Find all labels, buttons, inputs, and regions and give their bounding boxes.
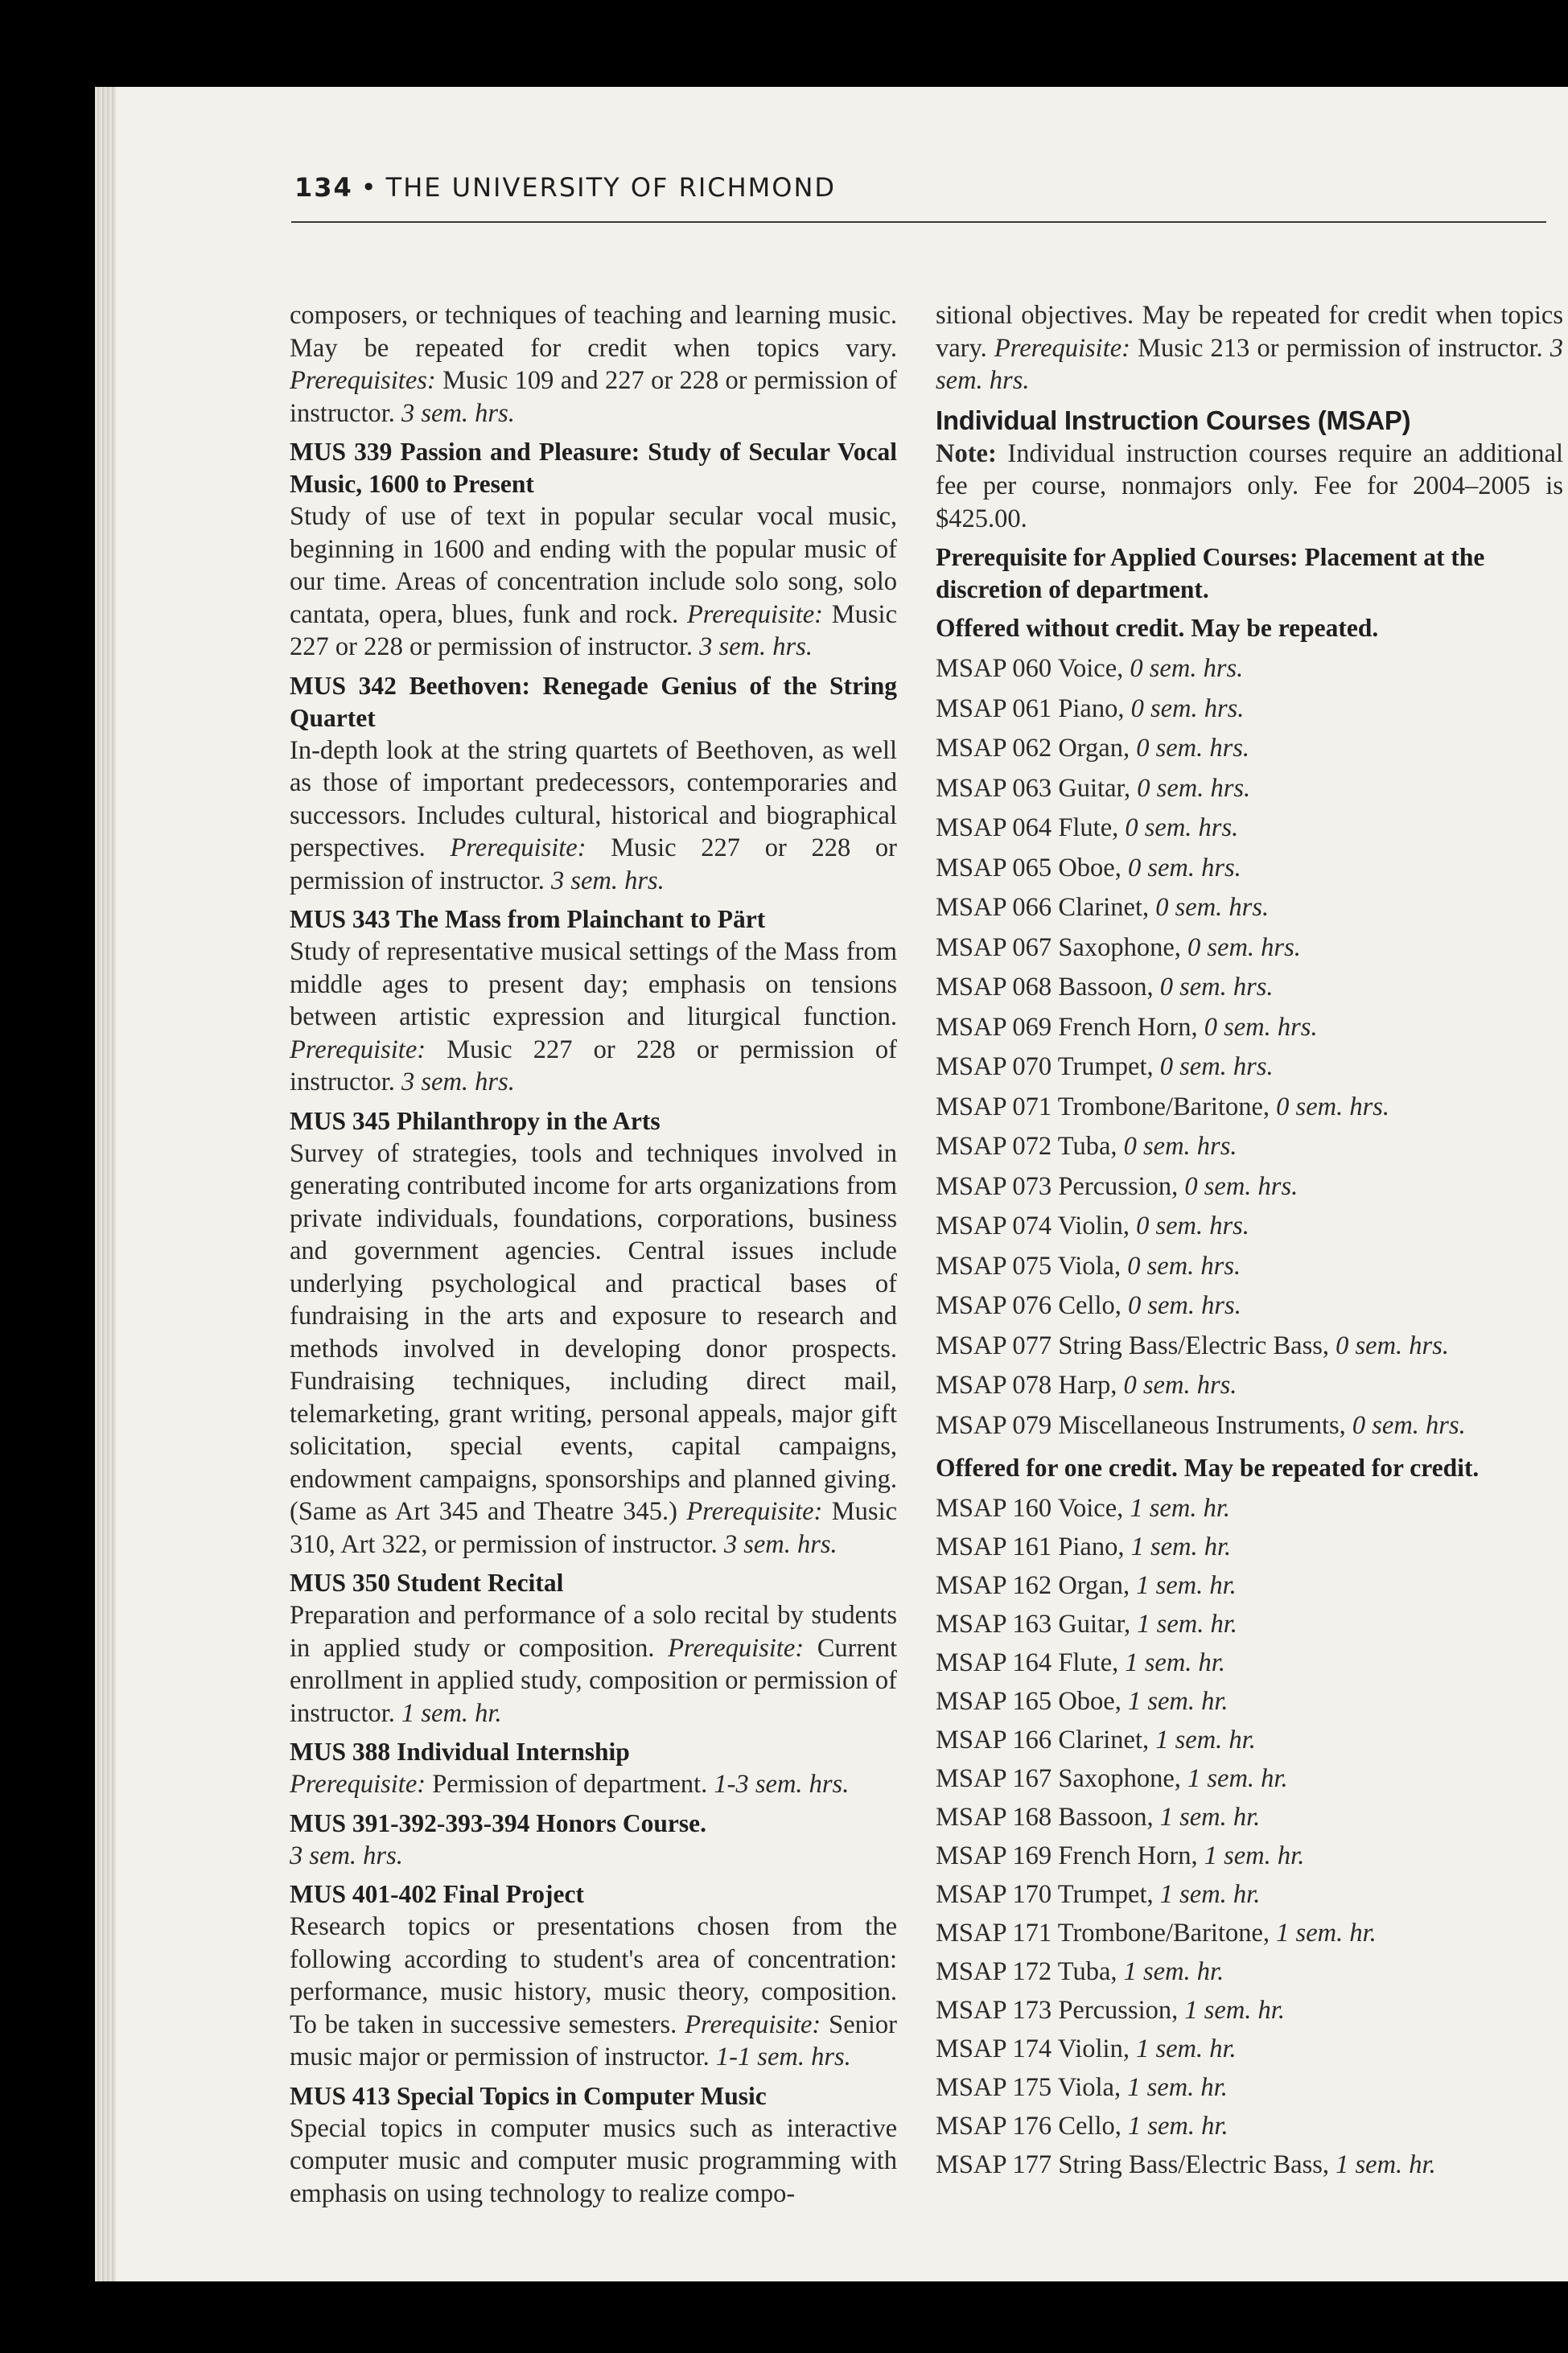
course-entry [290, 903, 897, 1099]
course-entry [290, 1878, 897, 2074]
continued-entry [290, 299, 897, 430]
credit-hours: 3 sem. hrs. [699, 632, 813, 661]
course-name: Cello, [1058, 2112, 1121, 2141]
course-name: Tuba, [1057, 1132, 1117, 1161]
course-code: MSAP 071 [936, 1092, 1052, 1121]
credit-hours: 0 sem. hrs. [1352, 1410, 1466, 1440]
credit-hours: 1 sem. hr. [1127, 2073, 1228, 2102]
credit-hours: 1 sem. hr. [1155, 1726, 1256, 1754]
course-title: MUS 343 The Mass from Plainchant to Pärt [290, 905, 766, 933]
entry-body [290, 1137, 897, 1561]
list-item [936, 729, 1563, 769]
course-name: Trombone/Baritone, [1057, 1092, 1270, 1121]
list-item [936, 968, 1563, 1008]
course-code: MSAP 067 [936, 932, 1052, 962]
course-code: MSAP 174 [936, 2034, 1052, 2063]
note-paragraph [936, 438, 1563, 536]
course-name: French Horn, [1058, 1012, 1198, 1042]
prereq-text: Senior music major or permission of instructor. [290, 2010, 897, 2071]
list-item [936, 1875, 1563, 1914]
course-name: Viola, [1057, 2073, 1121, 2102]
course-entry [290, 670, 897, 898]
list-item [936, 1566, 1563, 1605]
course-code: MSAP 069 [936, 1012, 1052, 1042]
course-name: Voice, [1057, 1494, 1124, 1523]
course-code: MSAP 075 [936, 1251, 1052, 1281]
course-name: Organ, [1058, 1571, 1130, 1600]
course-name: Miscellaneous Instruments, [1058, 1410, 1346, 1440]
course-name: Organ, [1058, 734, 1130, 763]
prereq-label: Prerequisites: [290, 366, 436, 395]
credit-hours: 0 sem. hrs. [1137, 773, 1251, 803]
list-item [936, 928, 1563, 969]
course-name: Violin, [1057, 2034, 1130, 2063]
course-name: Saxophone, [1058, 1764, 1181, 1793]
credit-hours: 1 sem. hr. [1136, 1571, 1237, 1600]
course-entry [290, 2080, 897, 2211]
course-code: MSAP 060 [936, 654, 1052, 683]
course-name: Flute, [1058, 1648, 1119, 1677]
credit-hours: 1 sem. hr. [1127, 2112, 1228, 2141]
credit-hours: 1-3 sem. hrs. [714, 1770, 850, 1799]
prereq-text: Music 227 or 228 or permission of instructor. [290, 599, 897, 661]
list-item [936, 2068, 1563, 2107]
course-code: MSAP 168 [936, 1803, 1052, 1832]
credit-hours: 1 sem. hr. [1125, 1648, 1225, 1677]
list-item [936, 1167, 1563, 1207]
continued-entry [936, 299, 1563, 397]
credit-hours: 0 sem. hrs. [1136, 734, 1250, 763]
right-column [936, 299, 1563, 2184]
prereq-label: Prerequisite: [686, 599, 824, 629]
list-item [936, 1605, 1563, 1643]
course-entry [290, 1736, 897, 1801]
credit-hours: 1 sem. hr. [1130, 1532, 1232, 1561]
list-item [936, 1489, 1563, 1528]
list-item [936, 2107, 1563, 2145]
credit-hours: 3 sem. hrs. [936, 333, 1563, 395]
list-item [936, 1682, 1563, 1721]
credit-hours: 0 sem. hrs. [1136, 1211, 1249, 1240]
course-name: String Bass/Electric Bass, [1058, 1331, 1330, 1360]
group-one-heading: Offered for one credit. May be repeated for credit. [936, 1454, 1480, 1482]
course-code: MSAP 164 [936, 1648, 1052, 1677]
page-edge-stack [95, 87, 116, 2281]
list-item [936, 808, 1563, 849]
list-item [936, 1247, 1563, 1287]
course-code: MSAP 076 [936, 1291, 1052, 1320]
note-text: Individual instruction courses require an additional fee per course, nonmajors only. Fee for 2004–2005 is $425.00. [936, 438, 1563, 533]
list-item [936, 1914, 1563, 1952]
course-name: Tuba, [1057, 1957, 1117, 1986]
list-item [936, 1991, 1563, 2030]
section-heading: Individual Instruction Courses (MSAP) [936, 405, 1411, 435]
list-item [936, 849, 1563, 889]
page-header [294, 172, 836, 203]
list-item [936, 1286, 1563, 1327]
credit-hours: 1 sem. hr. [1276, 1919, 1377, 1948]
credit-hours: 1 sem. hr. [1187, 1764, 1288, 1793]
course-description: Survey of strategies, tools and techniques involved in generating contributed income for arts organizations from private individuals, foundations, corporations, business and government agencies. Central issues include underlying psychological and practical bases of fundraising in the arts and exposure to research and methods involved in developing donor prospects. Fundraising techniques, including direct mail, telemarketing, grant writing, personal appeals, major gift solicitation, special events, capital campaigns, endowment campaigns, sponsorships and planned giving. (Same as Art 345 and Theatre 345.) [290, 1138, 897, 1526]
list-item [936, 1207, 1563, 1247]
list-item [936, 2145, 1563, 2184]
note-label: Note: [936, 438, 997, 468]
course-code: MSAP 165 [936, 1687, 1052, 1716]
course-entry [290, 1105, 897, 1561]
course-name: Oboe, [1058, 1687, 1121, 1716]
course-name: French Horn, [1058, 1841, 1198, 1870]
entry-body [290, 1768, 897, 1801]
course-code: MSAP 070 [936, 1052, 1052, 1081]
course-code: MSAP 064 [936, 813, 1052, 842]
course-name: Piano, [1058, 1532, 1125, 1561]
list-item [936, 689, 1563, 730]
course-title: MUS 350 Student Recital [290, 1569, 564, 1597]
prereq-text: Permission of department. [432, 1770, 708, 1799]
credit-hours: 0 sem. hrs. [1127, 1251, 1241, 1281]
prereq-label: Prerequisite: [686, 1497, 823, 1526]
course-name: Bassoon, [1058, 1803, 1154, 1832]
group-zero-heading: Offered without credit. May be repeated. [936, 614, 1379, 642]
course-code: MSAP 177 [936, 2150, 1052, 2179]
prereq-text: Music 227 or 228 or permission of instructor. [290, 1035, 897, 1096]
credit-hours: 1 sem. hr. [1159, 1803, 1261, 1832]
course-description: Research topics or presentations chosen from the following according to student's area of concentration: performance, music history, music theory, composition. To be taken in successive semesters. [290, 1912, 897, 2039]
course-title: MUS 345 Philanthropy in the Arts [290, 1106, 661, 1135]
credit-hours: 1 sem. hr. [1136, 2034, 1237, 2063]
course-name: Saxophone, [1058, 932, 1181, 962]
header-separator: • [360, 172, 378, 203]
list-item [936, 1837, 1563, 1875]
course-title: MUS 339 Passion and Pleasure: Study of Secular Vocal Music, 1600 to Present [290, 438, 897, 498]
course-title: MUS 342 Beethoven: Renegade Genius of the String Quartet [290, 671, 897, 732]
prereq-label: Prerequisite: [290, 1035, 426, 1064]
course-name: Piano, [1058, 693, 1125, 723]
list-item [936, 1327, 1563, 1367]
list-item [936, 769, 1563, 809]
credit-hours: 0 sem. hrs. [1159, 973, 1274, 1002]
credit-hours: 3 sem. hrs. [401, 1067, 515, 1096]
credit-hours: 0 sem. hrs. [1184, 1171, 1298, 1201]
entry-description: sitional objectives. May be repeated for credit when topics vary. [936, 301, 1563, 363]
course-name: Voice, [1057, 654, 1124, 683]
list-item [936, 649, 1563, 689]
list-item [936, 1366, 1563, 1406]
course-code: MSAP 077 [936, 1331, 1052, 1360]
course-name: Cello, [1058, 1291, 1121, 1320]
course-code: MSAP 169 [936, 1841, 1052, 1870]
credit-hours: 1 sem. hr. [1184, 1996, 1285, 2025]
one-credit-course-list [936, 1489, 1563, 2184]
credit-hours: 1-1 sem. hrs. [715, 2042, 851, 2071]
entry-body [936, 299, 1563, 397]
credit-hours: 0 sem. hrs. [1130, 654, 1244, 683]
entry-description: composers, or techniques of teaching and learning music. May be repeated for credit when topics vary. [290, 301, 897, 363]
course-name: Trumpet, [1057, 1052, 1154, 1081]
course-code: MSAP 068 [936, 973, 1052, 1002]
list-item [936, 1643, 1563, 1682]
credit-hours: 1 sem. hr. [1130, 1494, 1230, 1523]
course-code: MSAP 063 [936, 773, 1052, 803]
course-code: MSAP 170 [936, 1880, 1052, 1909]
prereq-text: Current enrollment in applied study, composition or permission of instructor. [290, 1633, 897, 1728]
course-name: Guitar, [1058, 773, 1131, 803]
credit-hours: 0 sem. hrs. [1123, 1371, 1237, 1400]
credit-hours: 0 sem. hrs. [1125, 813, 1239, 842]
course-name: Flute, [1058, 813, 1119, 842]
course-code: MSAP 172 [936, 1957, 1052, 1986]
course-code: MSAP 176 [936, 2112, 1052, 2141]
credit-hours: 0 sem. hrs. [1187, 932, 1301, 962]
course-code: MSAP 061 [936, 693, 1052, 723]
credit-hours: 1 sem. hr. [1159, 1880, 1261, 1909]
list-item [936, 1406, 1563, 1446]
prereq-label: Prerequisite: [668, 1633, 805, 1663]
credit-hours: 0 sem. hrs. [1159, 1052, 1274, 1081]
course-code: MSAP 160 [936, 1494, 1052, 1523]
prereq-text: Music 310, Art 322, or permission of instructor. [290, 1497, 898, 1559]
course-name: Clarinet, [1058, 893, 1150, 922]
credit-hours: 3 sem. hrs. [290, 1841, 403, 1870]
course-entry [290, 436, 897, 664]
credit-hours: 3 sem. hrs. [401, 398, 515, 428]
credit-hours: 0 sem. hrs. [1335, 1331, 1449, 1360]
credit-hours: 1 sem. hr. [1137, 1610, 1237, 1639]
entry-body [290, 2112, 897, 2211]
zero-credit-course-list [936, 649, 1563, 1446]
entry-body [290, 1840, 897, 1873]
credit-hours: 0 sem. hrs. [1123, 1132, 1237, 1161]
course-code: MSAP 162 [936, 1571, 1052, 1600]
list-item [936, 1047, 1563, 1088]
course-title: MUS 388 Individual Internship [290, 1738, 630, 1766]
list-item [936, 1528, 1563, 1566]
credit-hours: 1 sem. hr. [1127, 1687, 1228, 1716]
entry-body [290, 936, 897, 1099]
list-item [936, 1721, 1563, 1759]
course-code: MSAP 175 [936, 2073, 1052, 2102]
header-rule [291, 221, 1546, 223]
course-title: MUS 401-402 Final Project [290, 1880, 584, 1908]
course-code: MSAP 066 [936, 893, 1052, 922]
prereq-text: Music 213 or permission of instructor. [1138, 333, 1543, 363]
entry-body [290, 734, 897, 898]
prereq-label: Prerequisite: [685, 2010, 821, 2039]
course-description: Preparation and performance of a solo recital by students in applied study or composition. [290, 1601, 897, 1663]
credit-hours: 1 sem. hr. [1123, 1957, 1224, 1986]
course-name: Oboe, [1058, 853, 1121, 882]
course-description: Study of use of text in popular secular vocal music, beginning in 1600 and ending with the popular music of our time. Areas of concentration include solo song, solo cantata, opera, blues, funk and rock. [290, 502, 897, 629]
credit-hours: 1 sem. hr. [1335, 2150, 1436, 2179]
course-code: MSAP 173 [936, 1996, 1052, 2025]
course-code: MSAP 079 [936, 1410, 1052, 1440]
page-number: 134 [294, 172, 353, 203]
header-title: THE UNIVERSITY OF RICHMOND [385, 172, 837, 203]
course-code: MSAP 078 [936, 1371, 1052, 1400]
credit-hours: 0 sem. hrs. [1130, 693, 1245, 723]
prereq-text: Music 109 and 227 or 228 or permission of instructor. [290, 366, 898, 428]
course-name: Trumpet, [1057, 1880, 1154, 1909]
course-code: MSAP 073 [936, 1171, 1052, 1201]
prereq-text: Music 227 or 228 or permission of instructor. [290, 833, 898, 895]
list-item [936, 1088, 1563, 1128]
left-column [290, 299, 897, 2216]
course-name: Violin, [1057, 1211, 1130, 1240]
course-entry [290, 1808, 897, 1873]
credit-hours: 1 sem. hr. [401, 1698, 502, 1728]
prereq-label: Prerequisite: [450, 833, 586, 862]
course-name: Bassoon, [1058, 973, 1154, 1002]
prereq-label: Prerequisite: [290, 1770, 426, 1799]
course-name: Percussion, [1058, 1171, 1179, 1201]
entry-body [290, 299, 897, 430]
credit-hours: 3 sem. hrs. [550, 866, 665, 895]
credit-hours: 3 sem. hrs. [723, 1529, 838, 1559]
course-code: MSAP 062 [936, 734, 1052, 763]
credit-hours: 0 sem. hrs. [1204, 1012, 1318, 1042]
course-code: MSAP 065 [936, 853, 1052, 882]
course-entries [290, 436, 897, 2210]
credit-hours: 0 sem. hrs. [1127, 853, 1241, 882]
list-item [936, 1798, 1563, 1837]
entry-body [290, 1599, 897, 1730]
course-name: Harp, [1058, 1371, 1117, 1400]
course-description: Study of representative musical settings of the Mass from middle ages to present day; emphasis on tensions between artistic expression and liturgical function. [290, 937, 897, 1031]
course-title: MUS 391-392-393-394 Honors Course. [290, 1808, 706, 1837]
credit-hours: 0 sem. hrs. [1155, 893, 1270, 922]
course-name: Trombone/Baritone, [1057, 1919, 1270, 1948]
course-code: MSAP 074 [936, 1211, 1052, 1240]
list-item [936, 1127, 1563, 1167]
list-item [936, 888, 1563, 928]
course-code: MSAP 166 [936, 1726, 1052, 1754]
entry-body [290, 500, 897, 664]
credit-hours: 1 sem. hr. [1204, 1841, 1305, 1870]
course-title: MUS 413 Special Topics in Computer Music [290, 2081, 767, 2110]
course-code: MSAP 072 [936, 1132, 1052, 1161]
prereq-label: Prerequisite: [994, 333, 1130, 363]
applied-prerequisite: Prerequisite for Applied Courses: Placement at the discretion of department. [936, 543, 1485, 603]
list-item [936, 1759, 1563, 1798]
list-item [936, 1008, 1563, 1048]
course-name: String Bass/Electric Bass, [1058, 2150, 1330, 2179]
course-description: Special topics in computer musics such as interactive computer music and computer music programming with emphasis on using technology to realize compo- [290, 2113, 897, 2208]
course-code: MSAP 163 [936, 1610, 1052, 1639]
course-code: MSAP 171 [936, 1919, 1052, 1948]
course-name: Clarinet, [1058, 1726, 1150, 1754]
course-description: In-depth look at the string quartets of Beethoven, as well as those of important predecessors, contemporaries and successors. Includes cultural, historical and biographical perspectives. [290, 735, 897, 862]
course-code: MSAP 167 [936, 1764, 1052, 1793]
course-name: Viola, [1057, 1251, 1121, 1281]
course-name: Guitar, [1058, 1610, 1131, 1639]
list-item [936, 2030, 1563, 2068]
credit-hours: 0 sem. hrs. [1127, 1291, 1241, 1320]
course-entry [290, 1567, 897, 1730]
note-block [936, 438, 1563, 536]
list-item [936, 1952, 1563, 1991]
entry-body [290, 1911, 897, 2074]
credit-hours: 0 sem. hrs. [1276, 1092, 1390, 1121]
course-name: Percussion, [1058, 1996, 1179, 2025]
course-code: MSAP 161 [936, 1532, 1052, 1561]
